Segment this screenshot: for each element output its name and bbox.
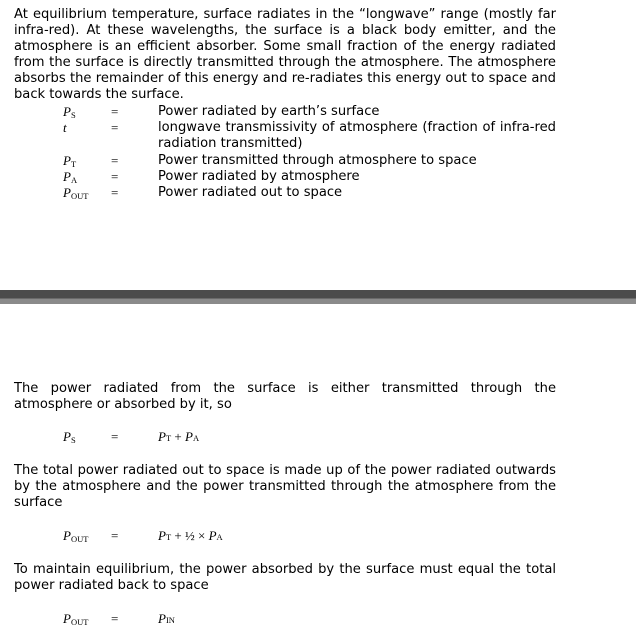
definition-symbol: $P_A$ xyxy=(63,169,78,185)
definition-symbol: t xyxy=(63,120,67,135)
equation-lhs: $P_{OUT}$ xyxy=(63,611,89,627)
definition-text: Power radiated by earth’s surface xyxy=(158,104,380,119)
equals-sign: = xyxy=(111,153,119,168)
equals-sign: = xyxy=(111,185,119,200)
equation-lhs: $P_S$ xyxy=(63,429,76,445)
definition-text: Power radiated by atmosphere xyxy=(158,169,360,184)
equals-sign: = xyxy=(111,611,119,626)
equals-sign: = xyxy=(111,429,119,444)
definition-symbol: $P_T$ xyxy=(63,153,77,169)
equals-sign: = xyxy=(111,528,119,543)
page-divider xyxy=(0,290,636,304)
definition-symbol: $P_S$ xyxy=(63,104,76,120)
paragraph-equilibrium: To maintain equilibrium, the power absorbed by the surface must equal the total power radiated back to space xyxy=(14,562,556,594)
intro-paragraph: At equilibrium temperature, surface radiates in the “longwave” range (mostly far infra-red). At these wavelengths, the surface is a black body emitter, and the atmosphere is an efficient absorber. Some small fraction of the energy radiated from the surface is directly transmitted through the atmosphere. The atmosphere absorbs the remainder of this energy and re-radiates this energy out to space and back towards the surface. xyxy=(14,7,556,103)
equals-sign: = xyxy=(111,104,119,119)
equals-sign: = xyxy=(111,120,119,135)
definition-text: Power transmitted through atmosphere to space xyxy=(158,153,477,168)
equation-rhs: PT + PA xyxy=(158,429,200,444)
equals-sign: = xyxy=(111,169,119,184)
equation-rhs: PT + ½ × PA xyxy=(158,528,223,543)
equation-lhs: $P_{OUT}$ xyxy=(63,528,89,544)
definition-text: longwave transmissivity of atmosphere (fraction of infra-red radiation transmitted) xyxy=(158,120,556,152)
paragraph-power-balance: The power radiated from the surface is either transmitted through the atmosphere or absorbed by it, so xyxy=(14,381,556,413)
equation-rhs: PIN xyxy=(158,611,175,626)
definition-text: Power radiated out to space xyxy=(158,185,343,200)
definition-symbol: $P_{OUT}$ xyxy=(63,185,89,201)
paragraph-total-out: The total power radiated out to space is made up of the power radiated outwards by the atmosphere and the power transmitted through the atmosphere from the surface xyxy=(14,463,556,511)
